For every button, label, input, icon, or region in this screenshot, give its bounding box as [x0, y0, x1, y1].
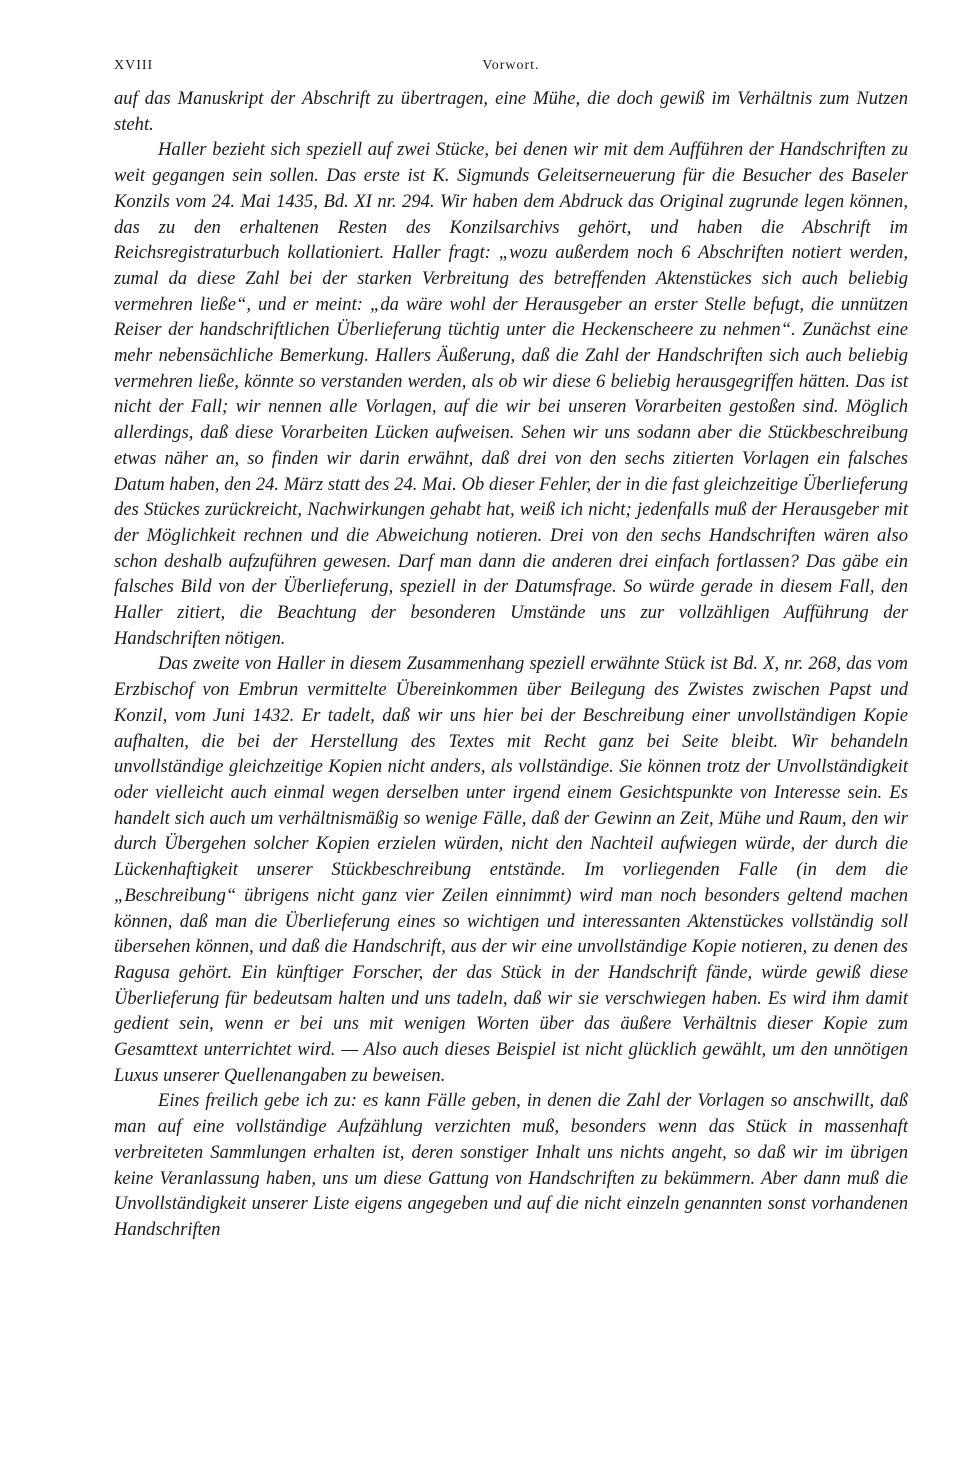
paragraph-first-example: Haller bezieht sich speziell auf zwei Stücke, bei denen wir mit dem Aufführen der Handschriften zu weit gegangen sein sollen. Das erste ist K. Sigmunds Geleitserneuerung für die Besucher des Baseler Konzils vom 24. Mai 1435, Bd. XI nr. 294. Wir haben dem Abdruck das Original zugrunde legen können, das zu den erhaltenen Resten des Konzilsarchivs gehört, und haben die Abschrift im Reichsregistraturbuch kollationiert. Haller fragt: „wozu außerdem noch 6 Abschriften notiert werden, zumal da diese Zahl bei der starken Verbreitung des betreffenden Aktenstückes sich auch beliebig vermehren ließe“, und er meint: „da wäre wohl der Herausgeber an erster Stelle befugt, die unnützen Reiser der handschriftlichen Überlieferung tüchtig unter die Heckenscheere zu nehmen“. Zunächst eine mehr nebensächliche Bemerkung. Hallers Äußerung, daß die Zahl der Handschriften sich auch beliebig vermehren ließe, könnte so verstanden werden, als ob wir diese 6 beliebig herausgegriffen hätten. Das ist nicht der Fall; wir nennen alle Vorlagen, auf die wir bei unseren Vorarbeiten gestoßen sind. Möglich allerdings, daß diese Vorarbeiten Lücken aufweisen. Sehen wir uns sodann aber die Stückbeschreibung etwas näher an, so finden wir darin erwähnt, daß drei von den sechs zitierten Vorlagen ein falsches Datum haben, den 24. März statt des 24. Mai. Ob dieser Fehler, der in die fast gleichzeitige Überlieferung des Stückes zurückreicht, Nachwirkungen gehabt hat, weiß ich nicht; jedenfalls muß der Herausgeber mit der Möglichkeit rechnen und die Abweichung notieren. Drei von den sechs Handschriften wären also schon deshalb aufzuführen gewesen. Darf man dann die anderen drei einfach fortlassen? Das gäbe ein falsches Bild von der Überlieferung, speziell in der Datumsfrage. So würde gerade in diesem Fall, den Haller zitiert, die Beachtung der besonderen Umstände uns zur vollzähligen Aufführung der Handschriften nötigen.: [114, 139, 908, 649]
paragraph-second-example: Das zweite von Haller in diesem Zusammenhang speziell erwähnte Stück ist Bd. X, nr. 268, das vom Erzbischof von Embrun vermittelte Übereinkommen über Beilegung des Zwistes zwischen Papst und Konzil, vom Juni 1432. Er tadelt, daß wir uns hier bei der Beschreibung einer unvollständigen Kopie aufhalten, die bei der Herstellung des Textes mit Recht ganz bei Seite bleibt. Wir behandeln unvollständige gleichzeitige Kopien nicht anders, als vollständige. Sie können trotz der Unvollständigkeit oder vielleicht auch einmal wegen derselben unter irgend einem Gesichtspunkte von Interesse sein. Es handelt sich auch um verhältnismäßig so wenige Fälle, daß der Gewinn an Zeit, Mühe und Raum, den wir durch Übergehen solcher Kopien erzielen würden, nicht den Nachteil aufwiegen würde, der durch die Lückenhaftigkeit unserer Stückbeschreibung entstände. Im vorliegenden Falle (in dem die „Beschreibung“ übrigens nicht ganz vier Zeilen einnimmt) wird man noch besonders geltend machen können, daß man die Überlieferung eines so wichtigen und interessanten Aktenstückes vollständig soll übersehen können, und daß die Handschrift, aus der wir eine unvollständige Kopie notieren, zu denen des Ragusa gehört. Ein künftiger Forscher, der das Stück in der Handschrift fände, würde gewiß diese Überlieferung für bedeutsam halten und uns tadeln, daß wir sie verschwiegen haben. Es wird ihm damit gedient sein, wenn er bei uns mit wenigen Worten über das äußere Verhältnis dieser Kopie zum Gesamttext unterrichtet wird. — Also auch dieses Beispiel ist nicht glücklich gewählt, um den unnötigen Luxus unserer Quellenangaben zu beweisen.: [114, 653, 908, 1086]
paragraph-concession: Eines freilich gebe ich zu: es kann Fälle geben, in denen die Zahl der Vorlagen so anschwillt, daß man auf eine vollständige Aufzählung verzichten muß, besonders wenn das Stück in massenhaft verbreiteten Sammlungen erhalten ist, deren sonstiger Inhalt uns nichts angeht, so daß wir im übrigen keine Veranlassung haben, uns um diese Gattung von Handschriften zu bekümmern. Aber dann muß die Unvollständigkeit unserer Liste eigens angegeben und auf die nicht einzeln genannten sonst vorhandenen Handschriften: [114, 1090, 908, 1240]
paragraph-continuation: auf das Manuskript der Abschrift zu übertragen, eine Mühe, die doch gewiß im Verhältnis zum Nutzen steht.: [114, 88, 908, 135]
page-header: [114, 58, 908, 82]
page-number: XVIII: [114, 58, 154, 73]
body-text: [114, 86, 908, 1243]
running-title: Vorwort.: [482, 58, 540, 73]
